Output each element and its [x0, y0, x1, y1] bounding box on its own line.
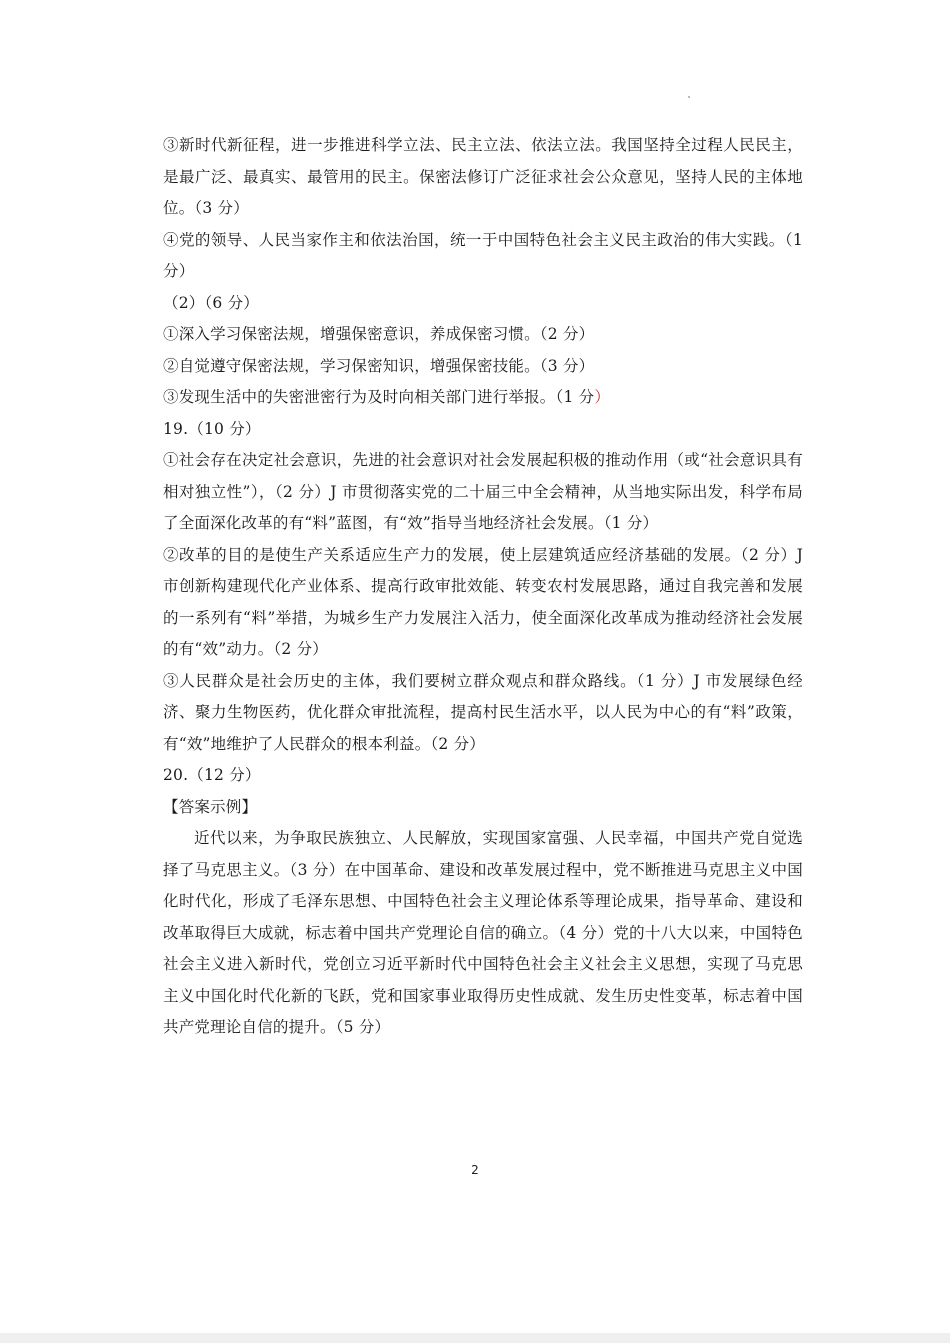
q18-part2-item-3-close: ） — [594, 388, 611, 406]
q19-item-2: ②改革的目的是使生产关系适应生产力的发展，使上层建筑适应经济基础的发展。（2 分）J 市创新构建现代化产业体系、提高行政审批效能、转变农村发展思路，通过自我完善和发展的一系列有“料”举措，为城乡生产力发展注入活力，使全面深化改革成为推动经济社会发展的有“效”动力。（2 分） — [163, 545, 803, 658]
q18-part2-item-3-text: ③发现生活中的失密泄密行为及时向相关部门进行举报。（1 分 — [163, 388, 595, 406]
scan-bottom-band — [0, 1333, 950, 1343]
scan-speck — [688, 96, 690, 98]
page-number: 2 — [471, 1163, 479, 1177]
q18-part2-item-3 — [163, 382, 803, 414]
q18-part2-header: （2）（6 分） — [163, 293, 260, 312]
q19-item-1: ①社会存在决定社会意识，先进的社会意识对社会发展起积极的推动作用（或“社会意识具有相对独立性”），（2 分）J 市贯彻落实党的二十届三中全会精神，从当地实际出发，科学布局了全面深化改革的有“料”蓝图，有“效”指导当地经济社会发展。（1 分） — [163, 451, 803, 532]
q20-example-label: 【答案示例】 — [163, 797, 258, 816]
q18-item-4: ④党的领导、人民当家作主和依法治国，统一于中国特色社会主义民主政治的伟大实践。（1 分） — [163, 230, 803, 280]
q20-example-text: 近代以来，为争取民族独立、人民解放，实现国家富强、人民幸福，中国共产党自觉选择了马克思主义。（3 分）在中国革命、建设和改革发展过程中，党不断推进马克思主义中国化时代化，形成了毛泽东思想、中国特色社会主义理论体系等理论成果，指导革命、建设和改革取得巨大成就，标志着中国共产党理论自信的确立。（4 分）党的十八大以来，中国特色社会主义进入新时代，党创立习近平新时代中国特色社会主义社会主义思想，实现了马克思主义中国化时代化新的飞跃，党和国家事业取得历史性成就、发生历史性变革，标志着中国共产党理论自信的提升。（5 分） — [163, 829, 803, 1036]
q18-part2-item-1: ①深入学习保密法规，增强保密意识，养成保密习惯。（2 分） — [163, 325, 595, 343]
q19-header: 19.（10 分） — [163, 419, 261, 438]
q18-item-3: ③新时代新征程，进一步推进科学立法、民主立法、依法立法。我国坚持全过程人民民主，是最广泛、最真实、最管用的民主。保密法修订广泛征求社会公众意见，坚持人民的主体地位。（3 分） — [163, 136, 803, 217]
q19-item-3: ③人民群众是社会历史的主体，我们要树立群众观点和群众路线。（1 分）J 市发展绿色经济、聚力生物医药，优化群众审批流程，提高村民生活水平，以人民为中心的有“料”政策，有“效”地维护了人民群众的根本利益。（2 分） — [163, 671, 803, 753]
answer-content — [163, 130, 803, 1044]
q18-part2-item-2: ②自觉遵守保密法规，学习保密知识，增强保密技能。（3 分） — [163, 356, 595, 375]
q20-header: 20.（12 分） — [163, 766, 261, 784]
